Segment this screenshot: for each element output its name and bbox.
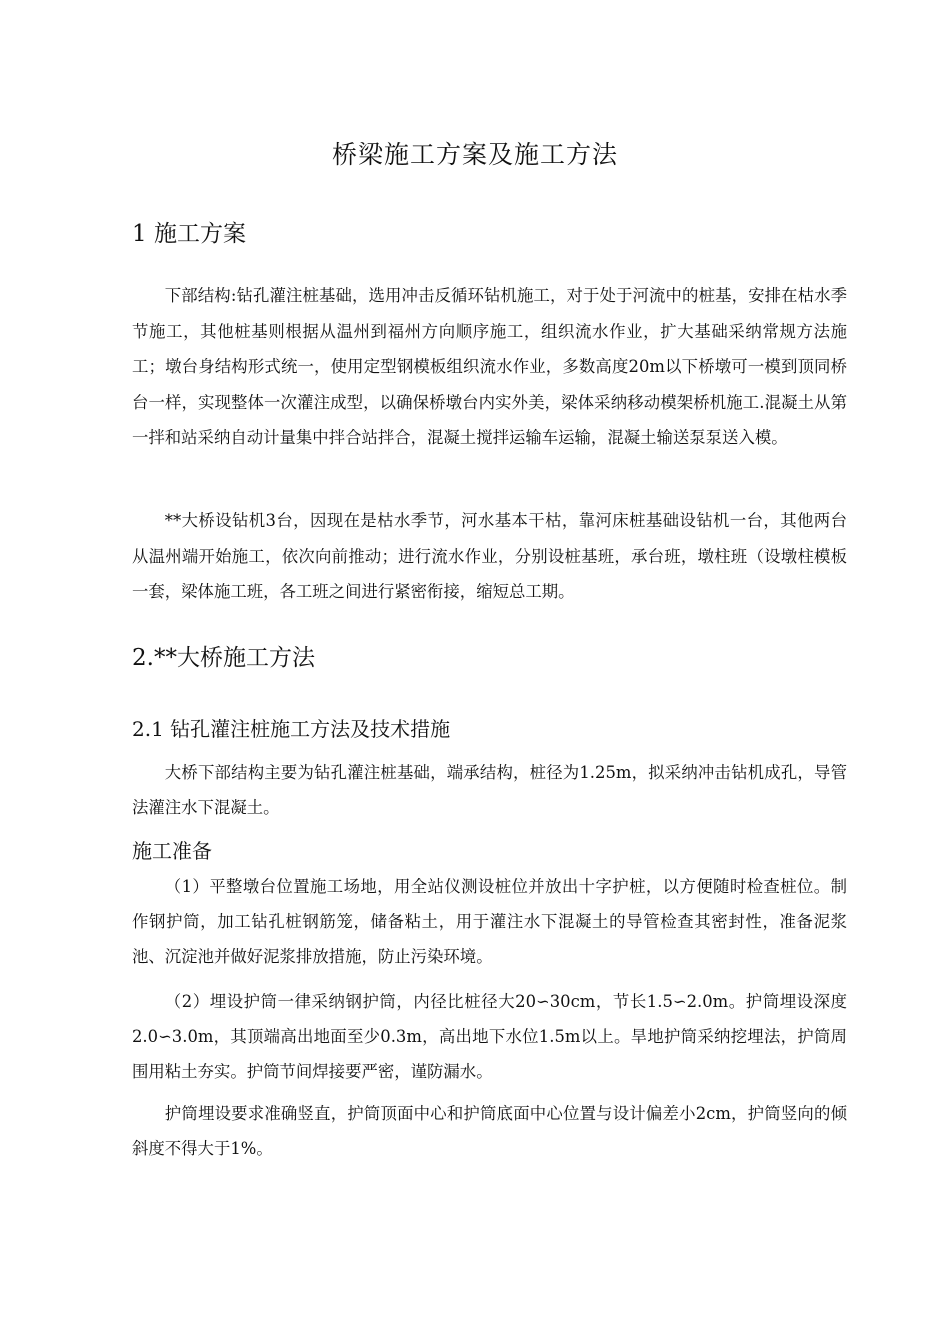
section-1-heading: 1 施工方案 xyxy=(132,221,246,247)
prep-paragraph-2: （2）埋设护筒一律采纳钢护筒，内径比桩径大20∽30cm，节长1.5∽2.0m。护筒埋设深度2.0∽3.0m，其顶端高出地面至少0.3m，高出地下水位1.5m以上。旱地护筒采纳挖埋法，护筒周围用粘土夯实。护筒节间焊接要严密，谨防漏水。 xyxy=(132,992,847,1081)
section-2-heading: 2.**大桥施工方法 xyxy=(132,645,315,671)
document-title: 桥梁施工方案及施工方法 xyxy=(331,140,618,169)
subsection-2-1-heading: 2.1 钻孔灌注桩施工方法及技术措施 xyxy=(132,717,451,741)
section-1-paragraph-2: **大桥设钻机3台，因现在是枯水季节，河水基本干枯，靠河床桩基础设钻机一台，其他两台从温州端开始施工，依次向前推动；进行流水作业，分别设桩基班，承台班，墩柱班（设墩柱模板一套，梁体施工班，各工班之间进行紧密衔接，缩短总工期。 xyxy=(132,511,847,602)
subsection-2-1-intro: 大桥下部结构主要为钻孔灌注桩基础，端承结构，桩径为1.25m，拟采纳冲击钻机成孔，导管法灌注水下混凝土。 xyxy=(132,763,847,817)
prep-paragraph-3: 护筒埋设要求准确竖直，护筒顶面中心和护筒底面中心位置与设计偏差小2cm，护筒竖向的倾斜度不得大于1%。 xyxy=(132,1104,847,1158)
construction-prep-heading: 施工准备 xyxy=(132,839,212,863)
section-1-paragraph-1: 下部结构:钻孔灌注桩基础，选用冲击反循环钻机施工，对于处于河流中的桩基，安排在枯水季节施工，其他桩基则根据从温州到福州方向顺序施工，组织流水作业，扩大基础采纳常规方法施工；墩台身结构形式统一，使用定型钢模板组织流水作业，多数高度20m以下桥墩可一模到顶同桥台一样，实现整体一次灌注成型，以确保桥墩台内实外美，梁体采纳移动模架桥机施工.混凝土从第一拌和站采纳自动计量集中拌合站拌合，混凝土搅拌运输车运输，混凝土输送泵泵送入模。 xyxy=(132,286,847,448)
prep-paragraph-1: （1）平整墩台位置施工场地，用全站仪测设桩位并放出十字护桩，以方便随时检查桩位。制作钢护筒，加工钻孔桩钢筋笼，储备粘土，用于灌注水下混凝土的导管检查其密封性，准备泥浆池、沉淀池并做好泥浆排放措施，防止污染环境。 xyxy=(132,877,847,966)
